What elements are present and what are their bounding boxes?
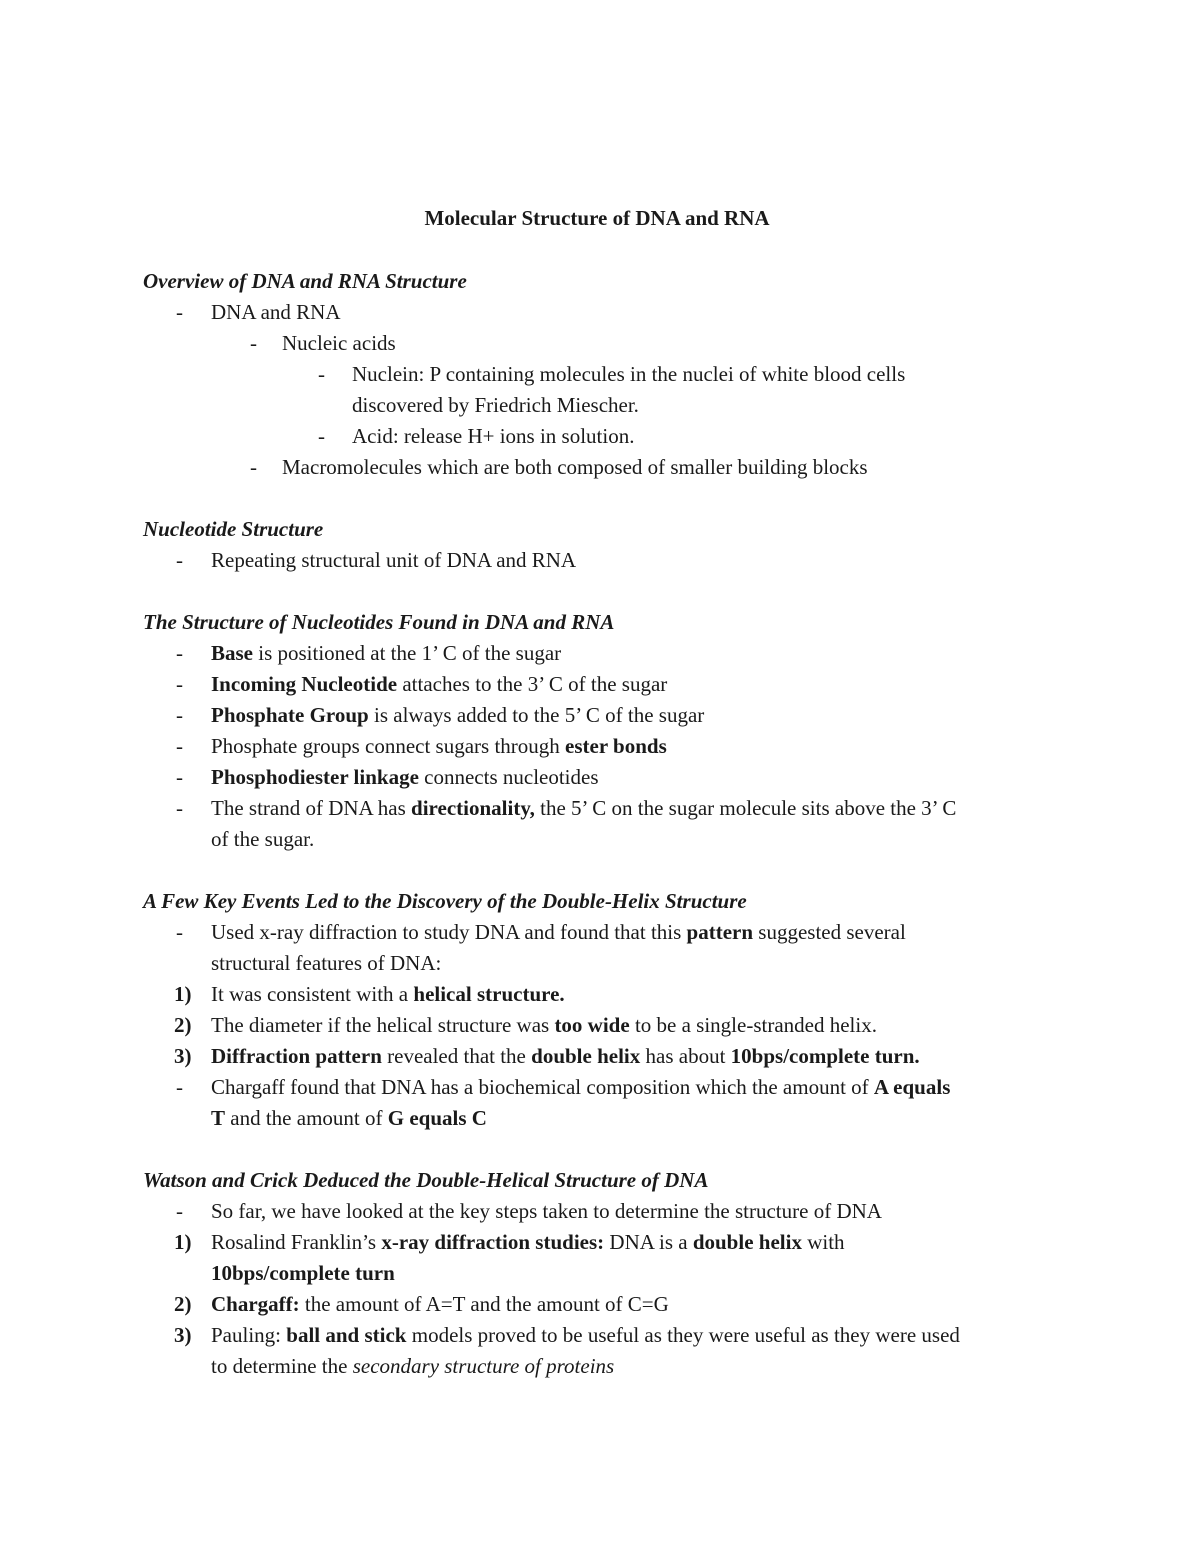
bullet-dash: - — [176, 641, 183, 665]
numbered-item: The diameter if the helical structure was too wide to be a single-stranded helix. — [211, 1013, 877, 1037]
numbered-item-continuation: to determine the secondary structure of proteins — [211, 1354, 615, 1378]
numbered-item: It was consistent with a helical structure. — [211, 982, 565, 1006]
bullet-dash: - — [176, 548, 183, 572]
numbered-item: Chargaff: the amount of A=T and the amount of C=G — [211, 1292, 669, 1316]
list-item: Incoming Nucleotide attaches to the 3’ C of the sugar — [211, 672, 668, 696]
list-item: Used x-ray diffraction to study DNA and found that this pattern suggested several — [211, 920, 906, 944]
list-item-continuation: of the sugar. — [211, 827, 315, 851]
bullet-dash: - — [176, 1199, 183, 1223]
section-heading-structure-of-nucleotides: The Structure of Nucleotides Found in DNA and RNA — [143, 610, 615, 634]
list-item: Acid: release H+ ions in solution. — [352, 424, 635, 448]
list-item-continuation: discovered by Friedrich Miescher. — [352, 393, 639, 417]
list-item: The strand of DNA has directionality, the 5’ C on the sugar molecule sits above the 3’ C — [211, 796, 957, 820]
numbered-item: Rosalind Franklin’s x-ray diffraction studies: DNA is a double helix with — [211, 1230, 845, 1254]
bullet-dash: - — [318, 424, 325, 448]
bullet-dash: - — [250, 331, 257, 355]
list-number: 2) — [174, 1292, 192, 1316]
bullet-dash: - — [250, 455, 257, 479]
list-item-continuation: structural features of DNA: — [211, 951, 442, 975]
bullet-dash: - — [176, 300, 183, 324]
list-item: So far, we have looked at the key steps taken to determine the structure of DNA — [211, 1199, 882, 1223]
numbered-item: Diffraction pattern revealed that the double helix has about 10bps/complete turn. — [211, 1044, 920, 1068]
numbered-item-continuation: 10bps/complete turn — [211, 1261, 395, 1285]
list-item: Repeating structural unit of DNA and RNA — [211, 548, 577, 572]
numbered-item: Pauling: ball and stick models proved to be useful as they were useful as they were used — [211, 1323, 960, 1347]
list-number: 1) — [174, 982, 192, 1006]
bullet-dash: - — [176, 765, 183, 789]
section-heading-key-events: A Few Key Events Led to the Discovery of the Double-Helix Structure — [143, 889, 747, 913]
section-heading-overview: Overview of DNA and RNA Structure — [143, 269, 467, 293]
bullet-dash: - — [176, 796, 183, 820]
list-number: 3) — [174, 1044, 192, 1068]
section-heading-watson-crick: Watson and Crick Deduced the Double-Helical Structure of DNA — [143, 1168, 709, 1192]
list-item: Nucleic acids — [282, 331, 396, 355]
list-item: Phosphate Group is always added to the 5’ C of the sugar — [211, 703, 705, 727]
bullet-dash: - — [176, 703, 183, 727]
list-item: Nuclein: P containing molecules in the nuclei of white blood cells — [352, 362, 906, 386]
list-item: Base is positioned at the 1’ C of the sugar — [211, 641, 562, 665]
list-item: Phosphate groups connect sugars through ester bonds — [211, 734, 667, 758]
list-number: 1) — [174, 1230, 192, 1254]
list-item: Chargaff found that DNA has a biochemical composition which the amount of A equals — [211, 1075, 951, 1099]
list-item-continuation: T and the amount of G equals C — [211, 1106, 487, 1130]
list-item: Macromolecules which are both composed of smaller building blocks — [282, 455, 868, 479]
page-title: Molecular Structure of DNA and RNA — [424, 206, 770, 230]
list-number: 2) — [174, 1013, 192, 1037]
section-heading-nucleotide-structure: Nucleotide Structure — [143, 517, 324, 541]
bullet-dash: - — [176, 672, 183, 696]
list-item: Phosphodiester linkage connects nucleotides — [211, 765, 599, 789]
bullet-dash: - — [176, 1075, 183, 1099]
bullet-dash: - — [318, 362, 325, 386]
list-item: DNA and RNA — [211, 300, 341, 324]
bullet-dash: - — [176, 734, 183, 758]
bullet-dash: - — [176, 920, 183, 944]
list-number: 3) — [174, 1323, 192, 1347]
